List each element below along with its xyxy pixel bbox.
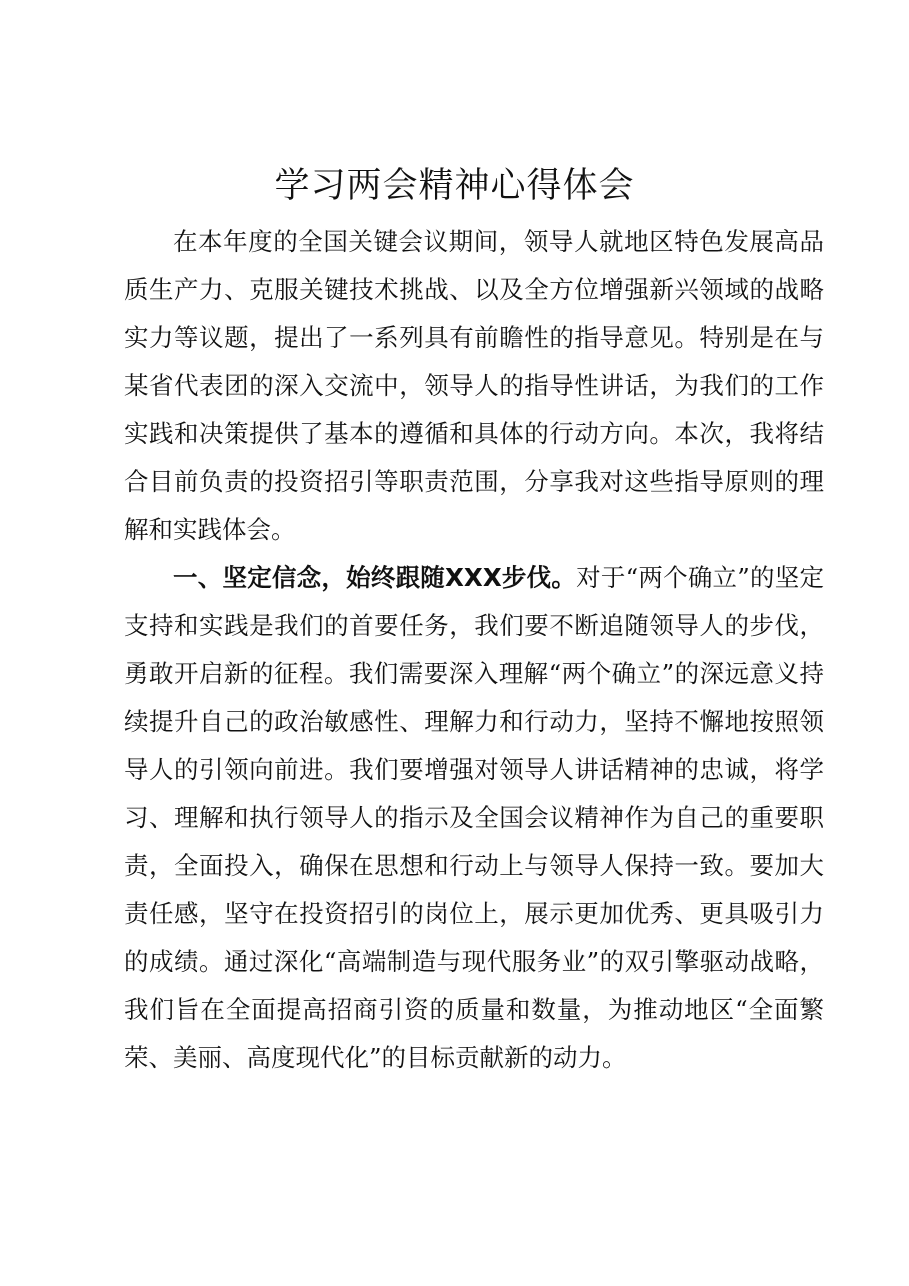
- document-body: [124, 218, 824, 1082]
- section-1-body: 对于“两个确立”的坚定支持和实践是我们的首要任务，我们要不断追随领导人的步伐，勇敢开启新的征程。我们需要深入理解“两个确立”的深远意义持续提升自己的政治敏感性、理解力和行动力，坚持不懈地按照领导人的引领向前进。我们要增强对领导人讲话精神的忠诚，将学习、理解和执行领导人的指示及全国会议精神作为自己的重要职责，全面投入，确保在思想和行动上与领导人保持一致。要加大责任感，坚守在投资招引的岗位上，展示更加优秀、更具吸引力的成绩。通过深化“高端制造与现代服务业”的双引擎驱动战略，我们旨在全面提高招商引资的质量和数量，为推动地区“全面繁荣、美丽、高度现代化”的目标贡献新的动力。: [124, 563, 824, 1072]
- section-1-heading: 一、坚定信念，始终跟随XXX步伐。: [173, 563, 577, 592]
- section-1-paragraph: [124, 554, 824, 1082]
- document-title: 学习两会精神心得体会: [274, 166, 635, 206]
- intro-paragraph: 在本年度的全国关键会议期间，领导人就地区特色发展高品质生产力、克服关键技术挑战、以及全方位增强新兴领域的战略实力等议题，提出了一系列具有前瞻性的指导意见。特别是在与某省代表团的深入交流中，领导人的指导性讲话，为我们的工作实践和决策提供了基本的遵循和具体的行动方向。本次，我将结合目前负责的投资招引等职责范围，分享我对这些指导原则的理解和实践体会。: [124, 227, 824, 544]
